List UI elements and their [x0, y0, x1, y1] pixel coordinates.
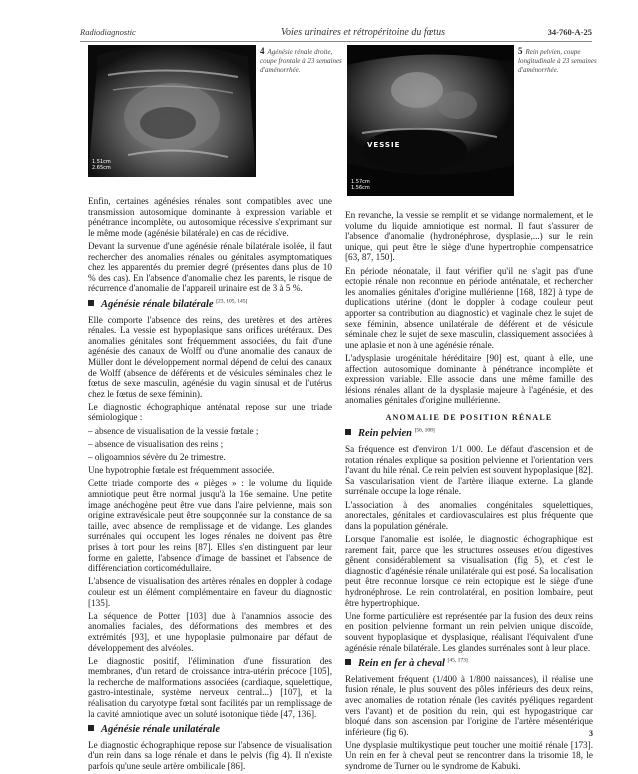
figure-4-number: 4: [260, 46, 265, 56]
fig5-bladder-label: VESSIE: [367, 141, 401, 149]
section-heading-pelvic-kidney: [345, 429, 593, 440]
running-header-left: Radiodiagnostic: [80, 27, 136, 37]
figure-4-caption-text: Agénésie rénale droite, coupe frontale à 23 semaines d'aménorrhée.: [260, 48, 342, 74]
running-header-title: Voies urinaires et rétropéritoine du fœtus: [281, 27, 445, 38]
section-refs: [56, 108]: [414, 427, 435, 434]
paragraph: L'association à des anomalies congénitales squelettiques, anorectales, génitales et cardiovasculaires est plus fréquente que dans la population générale.: [345, 499, 593, 531]
paragraph: Sa fréquence est d'environ 1/1 000. Le défaut d'ascension et de rotation rénales explique sa position pelvienne et l'orientation vers l'avant du hile rénal. Ce rein pelvien est souvent hypoplasique [82]. Sa vascularisation vient de l'artère iliaque externe. La glande surrénale occupe la loge rénale.: [345, 444, 593, 497]
figure-5-ultrasound-image: [347, 45, 514, 196]
list-item: – absence de visualisation de la vessie fœtale ;: [88, 425, 259, 436]
paragraph: Une dysplasie multikystique peut toucher une moitié rénale [173]. Un rein en fer à cheval peut se rencontrer dans la trisomie 18, le syndrome de Turner ou le syndrome de Kabuki.: [345, 739, 593, 772]
paragraph: Le diagnostic échographique repose sur l'absence de visualisation d'un rein dans sa loge rénale et dans le pelvis (fig 4). Il n'existe parfois qu'une seule artère ombilicale [86].: [88, 739, 332, 772]
figure-5-caption-text: Rein pelvien, coupe longitudinale à 23 semaines d'aménorrhée.: [518, 48, 597, 74]
section-heading-bilateral-agenesis: [88, 300, 332, 311]
figure-5-number: 5: [518, 46, 523, 56]
paragraph: L'adysplasie urogénitale héréditaire [90] est, quant à elle, une affection autosomique dominante à pénétrance incomplète et expression variable. Elle associe dans une même famille des lésions rénales allant de la dysplasie majeure à l'agénésie, et des anomalies génitales d'origine mullérienne.: [345, 352, 593, 406]
section-title: Rein en fer à cheval: [358, 658, 445, 670]
section-bullet-square: [345, 429, 351, 435]
fig4-scale-readout: 1.51cm 2.65cm: [92, 159, 111, 171]
paragraph: Enfin, certaines agénésies rénales sont compatibles avec une transmission autosomique dominante à expression variable et pénétrance incomplète, ou autosomique récessive s'exprimant sur le même mode (agénésie bilatérale) en cas de récidive.: [88, 196, 332, 238]
section-title: Agénésie rénale unilatérale: [101, 724, 220, 736]
section-refs: [23, 105, 145]: [216, 298, 248, 305]
paragraph: La séquence de Potter [103] due à l'anamnios associe des anomalies faciales, des déformations des membres et des extrémités [93], et une hypoplasie pulmonaire par défaut de développement des alvéoles.: [88, 610, 332, 653]
section-title: Agénésie rénale bilatérale: [101, 298, 214, 310]
paragraph: Le diagnostic positif, l'élimination d'une fissuration des membranes, d'un retard de croissance intra-utérin précoce [105], la recherche de malformations associées (cardiaque, squelettique, gastro-intestinale, système nerveux central...) [107], et la réalisation du caryotype fœtal sont facilités par un remplissage de la cavité amniotique avec un soluté isotonique tiède [47, 136].: [88, 655, 332, 719]
section-refs: [45, 173]: [447, 657, 468, 664]
paragraph: En revanche, la vessie se remplit et se vidange normalement, et le volume du liquide amniotique est normal. Il faut s'assurer de l'absence d'anomalie (hydronéphrose, dysplasie,...) sur le rein unique, qui peut être le siège d'une hypertrophie compensatrice [63, 87, 150].: [345, 210, 593, 263]
paragraph: En période néonatale, il faut vérifier qu'il ne s'agit pas d'une ectopie rénale non reconnue en période anténatale, et rechercher les anomalies génitales d'origine mullérienne [168, 182] à type de duplications utérine (dont le doppler à codage couleur peut apporter sa contribution au diagnostic) et vaginale chez le sujet de sexe féminin, absence unilatérale de déférent et de vésicule séminale chez le sujet de sexe masculin, classiquement associées à une aplasie et non à une agénésie rénale.: [345, 265, 593, 350]
figure-4-caption: [260, 47, 342, 75]
paragraph: Une forme particulière est représentée par la fusion des deux reins en position pelvienne formant un rein pelvien unique discoïde, souvent hypoplasique et dysplasique, réalisant l'équivalent d'une agénésie rénale bilatérale. Les glandes surrénales sont à leur place.: [345, 610, 593, 653]
paragraph: Une hypotrophie fœtale est fréquemment associée.: [88, 465, 275, 476]
section-bullet-square: [88, 300, 94, 306]
section-bullet-square: [88, 725, 94, 731]
right-text-column: [345, 210, 593, 774]
header-rule: [80, 41, 592, 42]
section-heading-horseshoe-kidney: [345, 659, 593, 670]
paragraph: Devant la survenue d'une agénésie rénale bilatérale isolée, il faut rechercher des anomalies rénales ou génitales asymptomatiques chez les apparentés du premier degré (présentes dans plus de 10 % des cas). En l'absence d'anomalie chez les parents, le risque de récurrence d'anomalie de l'appareil urinaire est de 3 à 5 %.: [88, 240, 332, 294]
section-heading-unilateral-agenesis: [88, 725, 332, 736]
chapter-heading: ANOMALIE DE POSITION RÉNALE: [385, 412, 553, 422]
article-reference: 34-760-A-25: [547, 27, 592, 37]
list-item: – oligoamnios sévère du 2e trimestre.: [88, 452, 226, 463]
figure-4-ultrasound-image: [88, 45, 256, 177]
paragraph: L'absence de visualisation des artères rénales en doppler à codage couleur est un élément complémentaire en faveur du diagnostic [135].: [88, 576, 332, 608]
left-text-column: [88, 196, 332, 774]
page-number: 3: [589, 729, 593, 738]
figure-5-caption: [518, 47, 598, 75]
paragraph: Relativement fréquent (1/400 à 1/800 naissances), il réalise une fusion rénale, le plus souvent des pôles inférieurs des deux reins, avec anomalies de rotation rénale (les cavités pyéliques regardent vers l'avant) et de position du rein, qui est hypogastrique car bloqué dans son ascension par l'origine de l'artère mésentérique inférieure (fig 6).: [345, 673, 593, 737]
section-bullet-square: [345, 659, 351, 665]
paragraph: Elle comporte l'absence des reins, des uretères et des artères rénales. La vessie est hypoplasique sans orifices urétéraux. Des anomalies génitales sont fréquemment associées, du fait d'une agénésie des canaux de Wolff ou d'une anomalie des canaux de Müller dont le développement normal dépend de celui des canaux de Wolff (absence de déférents et de vésicules séminales chez le fœtus de sexe masculin, agénésie du vagin sinusal et de l'utérus chez le fœtus de sexe féminin).: [88, 314, 332, 399]
list-item: – absence de visualisation des reins ;: [88, 438, 224, 449]
fig5-scale-readout: 1.57cm 1.56cm: [351, 179, 370, 191]
paragraph: Lorsque l'anomalie est isolée, le diagnostic échographique est rarement fait, parce que les structures osseuses et/ou digestives gênent considérablement sa visualisation (fig 5), et c'est le diagnostic d'agénésie rénale unilatérale qui est posé. Sa localisation peut être reconnue lorsque ce rein ectopique est le siège d'une hydronéphrose. Le rein controlatéral, en position lombaire, peut être hypertrophique.: [345, 534, 593, 608]
section-title: Rein pelvien: [358, 428, 412, 440]
paragraph: Le diagnostic échographique anténatal repose sur une triade sémiologique :: [88, 401, 332, 423]
paragraph: Cette triade comporte des « pièges » : le volume du liquide amniotique peut être normal jusqu'à la 16e semaine. Une petite image anéchogène peut être vue dans l'aire pelvienne, mais son origine extravésicale peut être soupçonnée sur la constance de sa taille, avec absence de remplissage et de vidange. Les glandes surrénales qui occupent les loges rénales ne doivent pas être prises à tort pour les reins [87]. Elles s'en distinguent par leur forme en galette, l'absence d'image de bassinet et l'absence de différenciation corticomédullaire.: [88, 478, 332, 574]
